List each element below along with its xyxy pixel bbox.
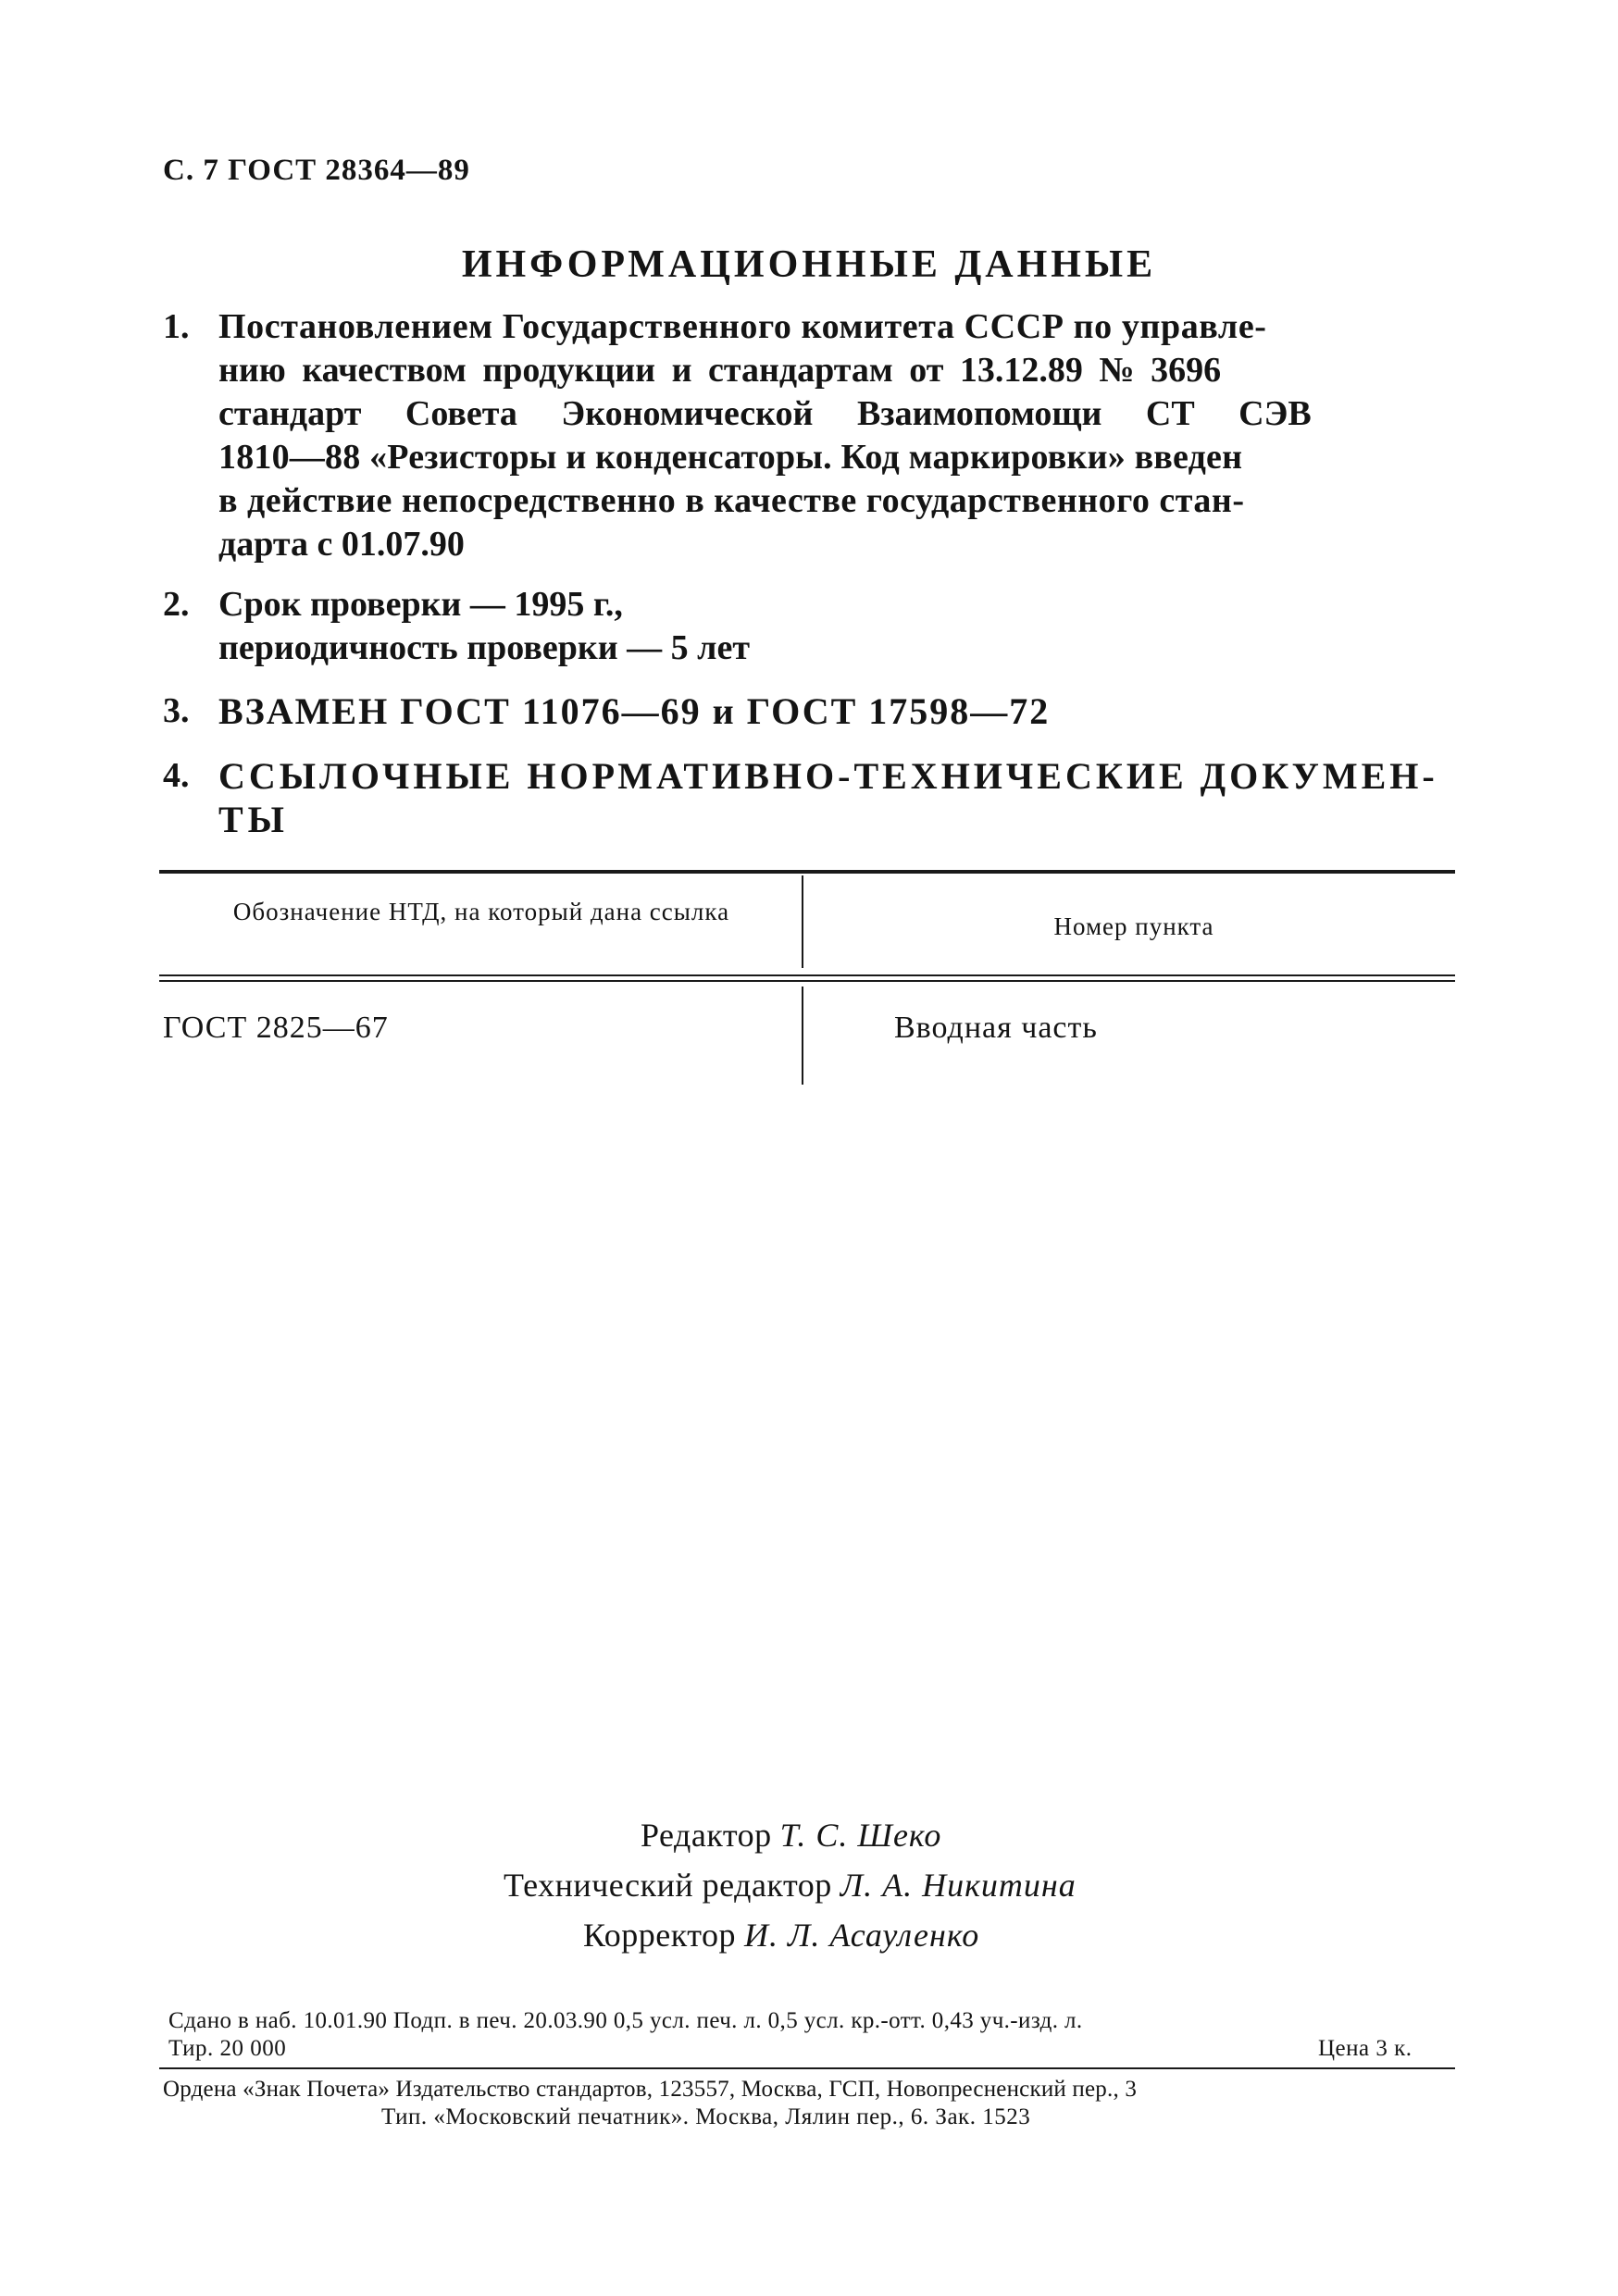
credit-role: Корректор xyxy=(583,1917,736,1954)
table-column-divider xyxy=(802,875,803,968)
item-line: 1810—88 «Резисторы и конденсаторы. Код маркировки» введен xyxy=(218,438,1243,477)
imprint-separator xyxy=(159,2067,1455,2069)
credit-name: Т. С. Шеко xyxy=(779,1817,942,1854)
info-item-1 xyxy=(163,305,1463,566)
imprint-circulation: Тир. 20 000 xyxy=(168,2036,287,2061)
credit-role: Редактор xyxy=(641,1817,772,1854)
item-text xyxy=(218,754,1463,841)
item-line: периодичность проверки — 5 лет xyxy=(218,628,751,667)
table-top-rule xyxy=(159,870,1455,874)
credit-name: И. Л. Асауленко xyxy=(743,1917,980,1954)
item-line: Срок проверки — 1995 г., xyxy=(218,585,623,624)
imprint-print-details: Сдано в наб. 10.01.90 Подп. в печ. 20.03.90 0,5 усл. печ. л. 0,5 усл. кр.-отт. 0,43 уч.-изд. л. xyxy=(168,2008,1083,2033)
table-header-clause: Номер пункта xyxy=(1053,912,1214,940)
item-number: 4. xyxy=(163,756,190,795)
credit-role: Технический редактор xyxy=(504,1867,832,1904)
page-reference: С. 7 ГОСТ 28364—89 xyxy=(163,154,470,187)
item-line: в действие непосредственно в качестве государственного стан- xyxy=(218,481,1245,520)
item-text xyxy=(218,689,1463,733)
item-line: Постановлением Государственного комитета СССР по управле- xyxy=(218,307,1267,346)
imprint-publisher: Ордена «Знак Почета» Издательство стандартов, 123557, Москва, ГСП, Новопресненский пер., 3 xyxy=(163,2077,1138,2102)
table-cell-clause: Вводная часть xyxy=(894,1011,1098,1045)
item-text xyxy=(218,583,1463,670)
table-cell-designation: ГОСТ 2825—67 xyxy=(163,1011,389,1045)
item-number: 2. xyxy=(163,585,190,624)
table-header-rule xyxy=(159,974,1455,982)
table-header-designation: Обозначение НТД, на который дана ссылка xyxy=(232,898,730,925)
section-title: ИНФОРМАЦИОННЫЕ ДАННЫЕ xyxy=(461,243,1157,286)
item-line: ССЫЛОЧНЫЕ НОРМАТИВНО-ТЕХНИЧЕСКИЕ ДОКУМЕН- xyxy=(218,755,1438,797)
table-column-divider xyxy=(802,987,803,1085)
item-line: ТЫ xyxy=(218,799,289,840)
item-number: 3. xyxy=(163,691,190,730)
item-text xyxy=(218,305,1463,566)
item-line: стандарт Совета Экономической Взаимопомощи СТ СЭВ xyxy=(218,394,1312,433)
credit-proofreader xyxy=(583,1916,979,1955)
credit-technical-editor xyxy=(504,1866,1077,1905)
item-line: дарта с 01.07.90 xyxy=(218,525,465,564)
item-number: 1. xyxy=(163,307,190,346)
imprint-printer: Тип. «Московский печатник». Москва, Лялин пер., 6. Зак. 1523 xyxy=(381,2104,1031,2129)
credit-name: Л. А. Никитина xyxy=(840,1867,1077,1904)
info-item-2 xyxy=(163,583,1463,670)
info-item-3 xyxy=(163,689,1463,733)
info-item-4 xyxy=(163,754,1463,841)
item-line: нию качеством продукции и стандартам от 13.12.89 № 3696 xyxy=(218,351,1222,390)
item-line: ВЗАМЕН ГОСТ 11076—69 и ГОСТ 17598—72 xyxy=(218,690,1051,732)
imprint-price: Цена 3 к. xyxy=(1318,2036,1413,2061)
credit-editor xyxy=(641,1816,941,1855)
